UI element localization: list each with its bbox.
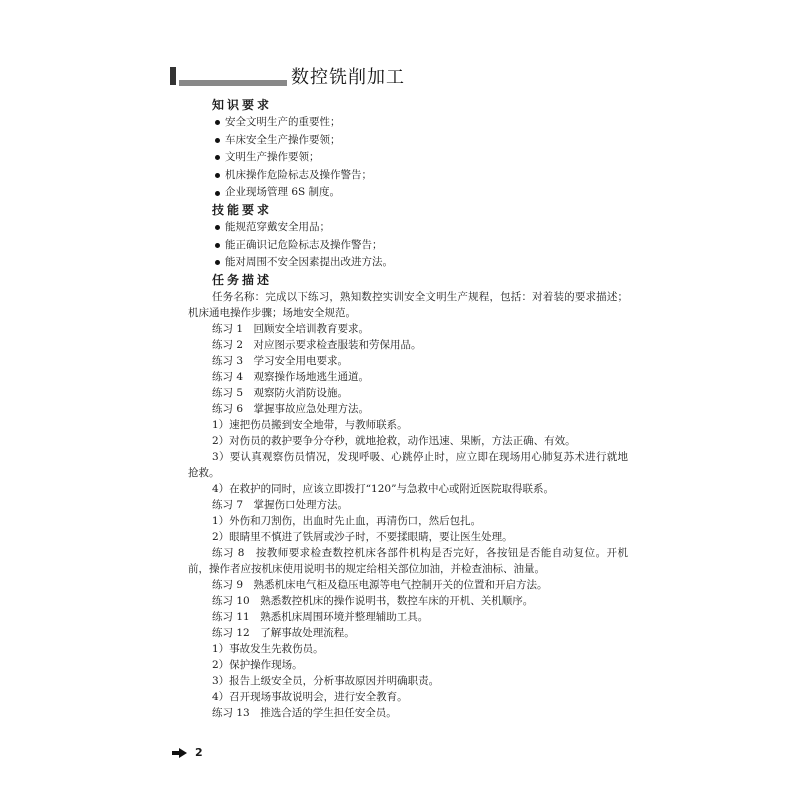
paragraph: 练习 5 观察防火消防设施。 <box>212 386 349 399</box>
paragraph: 练习 12 了解事故处理流程。 <box>212 626 355 639</box>
paragraph: 练习 7 掌握伤口处理方法。 <box>212 498 349 511</box>
list-item: 机床操作危险标志及操作警告； <box>215 167 628 185</box>
skills-section <box>188 202 628 272</box>
list-item: 能正确识记危险标志及操作警告； <box>215 237 628 255</box>
paragraph: 练习 9 熟悉机床电气柜及稳压电源等电气控制开关的位置和开启方法。 <box>212 578 548 591</box>
bullet-icon <box>215 120 220 125</box>
bullet-icon <box>215 225 220 230</box>
bullet-icon <box>215 191 220 196</box>
paragraph: 练习 10 熟悉数控机床的操作说明书，数控车床的开机、关机顺序。 <box>212 594 534 607</box>
bullet-icon <box>215 155 220 160</box>
task-title: 任务描述 <box>212 272 273 287</box>
paragraph: 1）外伤和刀割伤，出血时先止血，再清伤口，然后包扎。 <box>212 514 482 527</box>
bullet-icon <box>215 260 220 265</box>
page-content <box>188 97 628 721</box>
paragraph: 练习 8 按教师要求检查数控机床各部件机构是否完好，各按钮是否能自动复位。开机前，操作者应按机床使用说明书的规定给相关部位加油，并检查油标、油量。 <box>188 546 628 575</box>
knowledge-section <box>188 97 628 202</box>
paragraph: 任务名称：完成以下练习，熟知数控实训安全文明生产规程，包括：对着装的要求描述；机床通电操作步骤；场地安全规范。 <box>188 290 628 319</box>
paragraph: 1）事故发生先救伤员。 <box>212 642 324 655</box>
arrow-stem <box>172 751 179 755</box>
paragraph: 3）要认真观察伤员情况，发现呼吸、心跳停止时，应立即在现场用心肺复苏术进行就地抢救。 <box>188 450 628 479</box>
paragraph: 2）保护操作现场。 <box>212 658 303 671</box>
paragraph: 4）召开现场事故说明会，进行安全教育。 <box>212 690 408 703</box>
paragraph: 练习 13 推选合适的学生担任安全员。 <box>212 706 397 719</box>
header-bar <box>179 80 287 86</box>
paragraph: 1）速把伤员搬到安全地带，与教师联系。 <box>212 418 408 431</box>
bullet-icon <box>215 173 220 178</box>
paragraph: 2）眼睛里不慎进了铁屑或沙子时，不要揉眼睛，要让医生处理。 <box>212 530 513 543</box>
list-item: 企业现场管理 6S 制度。 <box>215 184 628 202</box>
header-mark <box>170 67 176 85</box>
task-body <box>188 289 628 721</box>
running-header <box>170 62 405 90</box>
page-number: 2 <box>195 746 203 759</box>
paragraph: 练习 4 观察操作场地逃生通道。 <box>212 370 370 383</box>
paragraph: 练习 3 学习安全用电要求。 <box>212 354 349 367</box>
paragraph: 4）在救护的同时，应该立即拨打“120”与急救中心或附近医院取得联系。 <box>212 482 554 495</box>
list-item: 安全文明生产的重要性； <box>215 114 628 132</box>
knowledge-title: 知识要求 <box>212 98 273 112</box>
paragraph: 2）对伤员的救护要争分夺秒，就地抢救，动作迅速、果断，方法正确、有效。 <box>212 434 576 447</box>
paragraph: 练习 2 对应图示要求检查服装和劳保用品。 <box>212 338 422 351</box>
arrow-right-icon <box>179 748 187 758</box>
list-item: 文明生产操作要领； <box>215 149 628 167</box>
paragraph: 练习 1 回顾安全培训教育要求。 <box>212 322 370 335</box>
skills-list <box>188 219 628 272</box>
bullet-icon <box>215 243 220 248</box>
skills-title: 技能要求 <box>212 202 273 217</box>
list-item: 能对周围不安全因素提出改进方法。 <box>215 254 628 272</box>
header-title: 数控铣削加工 <box>291 67 405 88</box>
page-footer <box>172 746 203 759</box>
task-section <box>188 272 628 721</box>
bullet-icon <box>215 138 220 143</box>
paragraph: 练习 6 掌握事故应急处理方法。 <box>212 402 370 415</box>
knowledge-list <box>188 114 628 202</box>
list-item: 车床安全生产操作要领； <box>215 132 628 150</box>
list-item: 能规范穿戴安全用品； <box>215 219 628 237</box>
paragraph: 3）报告上级安全员，分析事故原因并明确职责。 <box>212 674 440 687</box>
paragraph: 练习 11 熟悉机床周围环境并整理辅助工具。 <box>212 610 429 623</box>
